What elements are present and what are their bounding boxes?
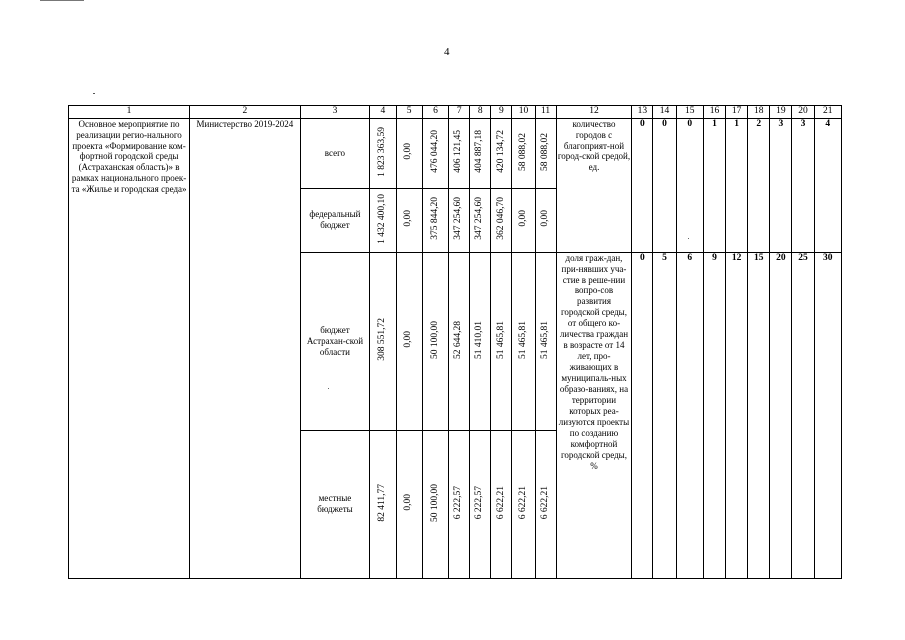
value-cell: 52 644,28 xyxy=(449,252,470,430)
target-cell: 1 xyxy=(703,118,725,252)
executor-cell: Министерство 2019-2024 xyxy=(190,118,301,578)
target-cell: 0 xyxy=(632,252,653,578)
value-cell: 1 432 400,10 xyxy=(370,188,396,252)
target-cell: 0 xyxy=(653,118,676,252)
header-cell: 8 xyxy=(470,106,491,119)
header-cell: 19 xyxy=(770,106,792,119)
header-cell: 14 xyxy=(653,106,676,119)
value-cell: 6 622,21 xyxy=(512,430,535,578)
value-cell: 51 465,81 xyxy=(491,252,512,430)
target-cell: 0 xyxy=(632,118,653,252)
value-cell: 82 411,77 xyxy=(370,430,396,578)
header-cell: 1 xyxy=(69,106,190,119)
target-cell: 1 xyxy=(726,118,748,252)
header-cell: 5 xyxy=(396,106,422,119)
value-cell: 404 887,18 xyxy=(470,118,491,188)
header-cell: 12 xyxy=(556,106,632,119)
header-cell: 2 xyxy=(190,106,301,119)
target-cell: 4 xyxy=(814,118,841,252)
target-cell: 30 xyxy=(814,252,841,578)
program-table xyxy=(68,105,842,579)
value-cell: 51 465,81 xyxy=(535,252,556,430)
header-cell: 18 xyxy=(748,106,770,119)
header-cell: 3 xyxy=(300,106,370,119)
target-cell: 0 xyxy=(676,118,703,252)
header-cell: 13 xyxy=(632,106,653,119)
header-cell: 11 xyxy=(535,106,556,119)
source-cell: всего xyxy=(300,118,370,188)
target-cell: 15 xyxy=(748,252,770,578)
activity-cell: Основное мероприятие по реализации регио-нального проекта «Формирование ком-фортной городской среды (Астраханская область)» в рамках национального проек-та «Жилье и городская среда» xyxy=(69,118,190,578)
value-cell: 0,00 xyxy=(396,118,422,188)
page-number: 4 xyxy=(444,46,450,58)
value-cell: 50 100,00 xyxy=(422,430,448,578)
target-cell: 25 xyxy=(792,252,814,578)
header-cell: 20 xyxy=(792,106,814,119)
target-cell: 3 xyxy=(770,118,792,252)
header-row xyxy=(69,106,842,119)
header-cell: 21 xyxy=(814,106,841,119)
header-cell: 15 xyxy=(676,106,703,119)
value-cell: 51 410,01 xyxy=(470,252,491,430)
value-cell: 406 121,45 xyxy=(449,118,470,188)
table-row xyxy=(69,118,842,188)
indicator-cell: количество городов с благоприят-ной город-ской средой, ед. xyxy=(556,118,632,252)
value-cell: 0,00 xyxy=(396,188,422,252)
header-cell: 6 xyxy=(422,106,448,119)
indicator-cell: доля граж-дан, при-нявших уча-стие в реше-нии вопро-сов развития городской среды, от общего ко-личества граждан в возрасте от 14 лет, про-живающих в муниципаль-ных образо-ваниях, на территории которых реа-лизуются проекты по созданию комфортной городской среды, % xyxy=(556,252,632,578)
target-cell: 3 xyxy=(792,118,814,252)
target-cell: 2 xyxy=(748,118,770,252)
target-cell: 12 xyxy=(726,252,748,578)
header-cell: 10 xyxy=(512,106,535,119)
value-cell: 6 622,21 xyxy=(491,430,512,578)
target-cell: 6 xyxy=(676,252,703,578)
value-cell: 347 254,60 xyxy=(449,188,470,252)
value-cell: 420 134,72 xyxy=(491,118,512,188)
value-cell: 58 088,02 xyxy=(512,118,535,188)
value-cell: 476 044,20 xyxy=(422,118,448,188)
source-cell: бюджет Астрахан-ской области xyxy=(300,252,370,430)
value-cell: 6 622,21 xyxy=(535,430,556,578)
value-cell: 50 100,00 xyxy=(422,252,448,430)
value-cell: 51 465,81 xyxy=(512,252,535,430)
target-cell: 9 xyxy=(703,252,725,578)
top-rule xyxy=(40,0,84,1)
header-cell: 17 xyxy=(726,106,748,119)
source-cell: федеральный бюджет xyxy=(300,188,370,252)
scan-speck xyxy=(93,93,95,94)
header-cell: 16 xyxy=(703,106,725,119)
value-cell: 0,00 xyxy=(512,188,535,252)
value-cell: 0,00 xyxy=(396,430,422,578)
value-cell: 375 844,20 xyxy=(422,188,448,252)
header-cell: 4 xyxy=(370,106,396,119)
source-cell: местные бюджеты xyxy=(300,430,370,578)
value-cell: 1 823 363,59 xyxy=(370,118,396,188)
value-cell: 58 088,02 xyxy=(535,118,556,188)
value-cell: 0,00 xyxy=(535,188,556,252)
value-cell: 308 551,72 xyxy=(370,252,396,430)
value-cell: 6 222,57 xyxy=(470,430,491,578)
value-cell: 347 254,60 xyxy=(470,188,491,252)
header-cell: 9 xyxy=(491,106,512,119)
target-cell: 20 xyxy=(770,252,792,578)
header-cell: 7 xyxy=(449,106,470,119)
value-cell: 0,00 xyxy=(396,252,422,430)
value-cell: 362 046,70 xyxy=(491,188,512,252)
value-cell: 6 222,57 xyxy=(449,430,470,578)
target-cell: 5 xyxy=(653,252,676,578)
